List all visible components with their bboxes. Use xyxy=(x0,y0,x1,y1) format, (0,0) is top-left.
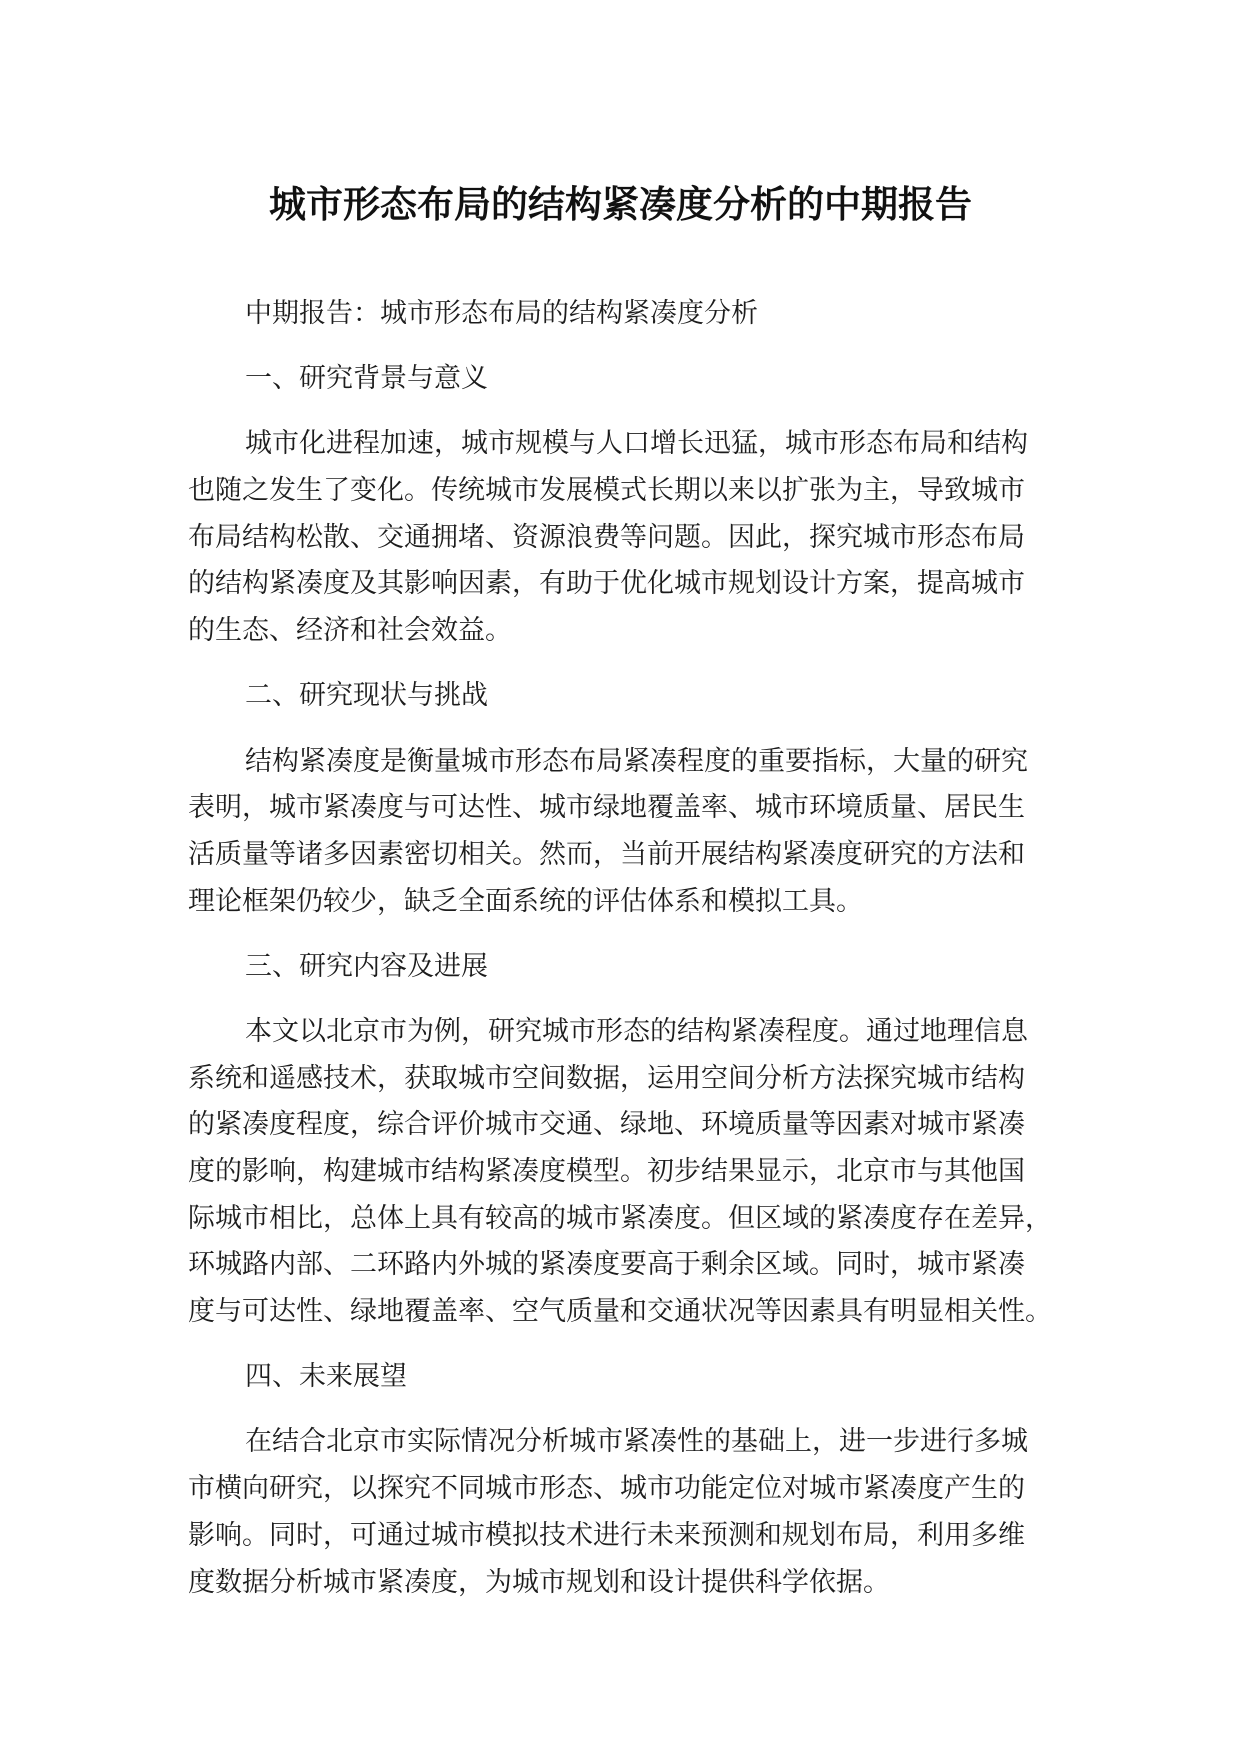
paragraph-line: 在结合北京市实际情况分析城市紧凑性的基础上，进一步进行多城 xyxy=(245,1426,1028,1458)
paragraph-line: 布局结构松散、交通拥堵、资源浪费等问题。因此，探究城市形态布局 xyxy=(188,521,1025,553)
page-title: 城市形态布局的结构紧凑度分析的中期报告 xyxy=(269,183,972,226)
section-heading: 四、未来展望 xyxy=(245,1361,407,1393)
paragraph-progress xyxy=(188,1009,1188,1336)
paragraph-outlook xyxy=(188,1419,1188,1606)
section-heading: 一、研究背景与意义 xyxy=(245,363,488,395)
paragraph-line: 度的影响，构建城市结构紧凑度模型。初步结果显示，北京市与其他国 xyxy=(188,1156,1025,1187)
paragraph-line: 结构紧凑度是衡量城市形态布局紧凑程度的重要指标，大量的研究 xyxy=(245,745,1028,777)
paragraph-line: 也随之发生了变化。传统城市发展模式长期以来以扩张为主，导致城市 xyxy=(188,475,1025,507)
paragraph-line: 环城路内部、二环路内外城的紧凑度要高于剩余区域。同时，城市紧凑 xyxy=(188,1249,1025,1281)
section-heading-progress xyxy=(188,944,1188,991)
paragraph-status xyxy=(188,739,1188,926)
paragraph-line: 影响。同时，可通过城市模拟技术进行未来预测和规划布局，利用多维 xyxy=(188,1519,1025,1551)
section-heading-outlook xyxy=(188,1354,1188,1401)
paragraph-line: 表明，城市紧凑度与可达性、城市绿地覆盖率、城市环境质量、居民生 xyxy=(188,792,1025,824)
section-heading-status xyxy=(188,673,1188,720)
paragraph-line: 活质量等诸多因素密切相关。然而，当前开展结构紧凑度研究的方法和 xyxy=(188,838,1025,870)
paragraph-line: 际城市相比，总体上具有较高的城市紧凑度。但区域的紧凑度存在差异， xyxy=(188,1202,1052,1234)
section-heading-background xyxy=(188,356,1188,403)
report-subtitle-block xyxy=(188,291,1188,338)
paragraph-background xyxy=(188,421,1188,654)
paragraph-line: 的生态、经济和社会效益。 xyxy=(188,615,512,647)
section-heading: 二、研究现状与挑战 xyxy=(245,680,488,712)
paragraph-line: 系统和遥感技术，获取城市空间数据，运用空间分析方法探究城市结构 xyxy=(188,1062,1025,1094)
paragraph-line: 市横向研究，以探究不同城市形态、城市功能定位对城市紧凑度产生的 xyxy=(188,1473,1025,1505)
paragraph-line: 本文以北京市为例，研究城市形态的结构紧凑程度。通过地理信息 xyxy=(245,1015,1028,1047)
paragraph-line: 城市化进程加速，城市规模与人口增长迅猛，城市形态布局和结构 xyxy=(245,428,1028,460)
paragraph-line: 度与可达性、绿地覆盖率、空气质量和交通状况等因素具有明显相关性。 xyxy=(188,1296,1052,1328)
section-heading: 三、研究内容及进展 xyxy=(245,950,488,982)
paragraph-line: 理论框架仍较少，缺乏全面系统的评估体系和模拟工具。 xyxy=(188,885,863,917)
paragraph-line: 的紧凑度程度，综合评价城市交通、绿地、环境质量等因素对城市紧凑 xyxy=(188,1109,1025,1141)
document-body xyxy=(188,291,1188,1625)
report-subtitle: 中期报告：城市形态布局的结构紧凑度分析 xyxy=(245,298,758,329)
paragraph-line: 的结构紧凑度及其影响因素，有助于优化城市规划设计方案，提高城市 xyxy=(188,568,1025,600)
paragraph-line: 度数据分析城市紧凑度，为城市规划和设计提供科学依据。 xyxy=(188,1566,890,1598)
